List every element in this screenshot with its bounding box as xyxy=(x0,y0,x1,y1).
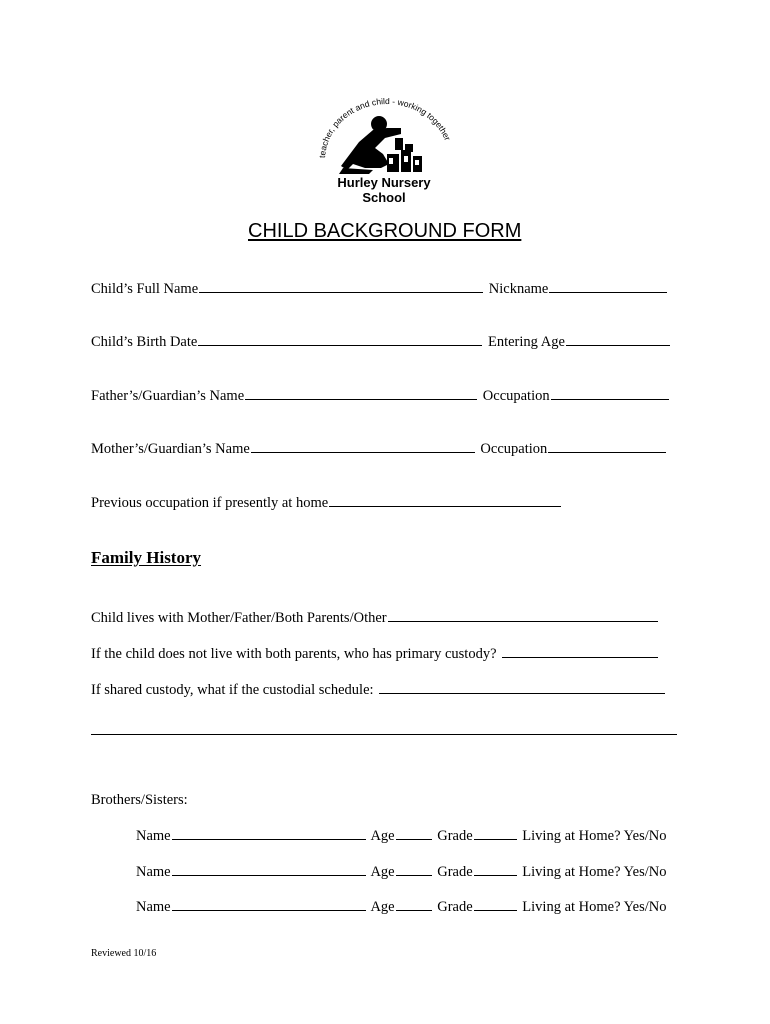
entering-age-field[interactable] xyxy=(566,344,670,346)
previous-occupation-row xyxy=(91,495,563,512)
sibling-name-label: Name xyxy=(136,899,171,915)
sibling-name-label: Name xyxy=(136,864,171,880)
birth-date-field[interactable] xyxy=(198,344,482,346)
school-name-line1: Hurley Nursery xyxy=(337,175,431,190)
nickname-field[interactable] xyxy=(549,291,667,293)
birth-date-label: Child’s Birth Date xyxy=(91,334,198,350)
sibling-grade-label: Grade xyxy=(437,864,473,880)
mother-occupation-field[interactable] xyxy=(548,451,666,453)
nickname-label: Nickname xyxy=(488,281,549,297)
sibling-name-field[interactable] xyxy=(172,838,366,840)
mother-name-field[interactable] xyxy=(251,451,475,453)
child-full-name-row xyxy=(91,281,669,298)
sibling-living-at-home[interactable]: Living at Home? Yes/No xyxy=(522,899,667,915)
sibling-age-field[interactable] xyxy=(396,874,432,876)
sibling-row xyxy=(136,899,666,916)
sibling-row xyxy=(136,864,666,881)
primary-custody-row xyxy=(91,646,660,663)
mother-occupation-label: Occupation xyxy=(480,441,548,457)
sibling-living-at-home[interactable]: Living at Home? Yes/No xyxy=(522,864,667,880)
custodial-schedule-field[interactable] xyxy=(379,692,665,694)
siblings-label: Brothers/Sisters: xyxy=(91,792,188,808)
father-row xyxy=(91,388,671,405)
sibling-grade-label: Grade xyxy=(437,899,473,915)
lives-with-row xyxy=(91,610,660,627)
form-title: CHILD BACKGROUND FORM xyxy=(248,220,522,242)
school-name xyxy=(313,175,455,205)
family-history-heading: Family History xyxy=(91,548,202,567)
school-name-line2: School xyxy=(362,190,406,205)
child-full-name-field[interactable] xyxy=(199,291,483,293)
sibling-age-label: Age xyxy=(370,899,395,915)
custodial-schedule-row xyxy=(91,682,667,699)
father-name-label: Father’s/Guardian’s Name xyxy=(91,388,245,404)
sibling-row xyxy=(136,828,666,845)
sibling-age-field[interactable] xyxy=(396,909,432,911)
sibling-grade-field[interactable] xyxy=(474,838,517,840)
previous-occupation-label: Previous occupation if presently at home xyxy=(91,495,329,511)
reviewed-date: Reviewed 10/16 xyxy=(91,948,157,959)
school-logo xyxy=(313,98,463,210)
primary-custody-label: If the child does not live with both parents, who has primary custody? xyxy=(91,646,497,662)
father-occupation-label: Occupation xyxy=(482,388,550,404)
primary-custody-field[interactable] xyxy=(502,656,658,658)
previous-occupation-field[interactable] xyxy=(329,505,561,507)
birth-date-row xyxy=(91,334,672,351)
custodial-schedule-extra-line[interactable] xyxy=(91,734,677,735)
sibling-age-label: Age xyxy=(370,864,395,880)
child-full-name-label: Child’s Full Name xyxy=(91,281,199,297)
custodial-schedule-label: If shared custody, what if the custodial schedule: xyxy=(91,682,374,698)
sibling-name-label: Name xyxy=(136,828,171,844)
sibling-name-field[interactable] xyxy=(172,909,366,911)
mother-row xyxy=(91,441,668,458)
mother-name-label: Mother’s/Guardian’s Name xyxy=(91,441,250,457)
entering-age-label: Entering Age xyxy=(487,334,565,350)
lives-with-label: Child lives with Mother/Father/Both Parents/Other xyxy=(91,610,387,626)
logo-arc-text: teacher, parent and child - working together xyxy=(317,98,453,159)
sibling-age-field[interactable] xyxy=(396,838,432,840)
sibling-grade-label: Grade xyxy=(437,828,473,844)
father-name-field[interactable] xyxy=(245,398,477,400)
sibling-age-label: Age xyxy=(370,828,395,844)
sibling-grade-field[interactable] xyxy=(474,909,517,911)
sibling-grade-field[interactable] xyxy=(474,874,517,876)
father-occupation-field[interactable] xyxy=(551,398,669,400)
sibling-living-at-home[interactable]: Living at Home? Yes/No xyxy=(522,828,667,844)
sibling-name-field[interactable] xyxy=(172,874,366,876)
lives-with-field[interactable] xyxy=(388,620,658,622)
